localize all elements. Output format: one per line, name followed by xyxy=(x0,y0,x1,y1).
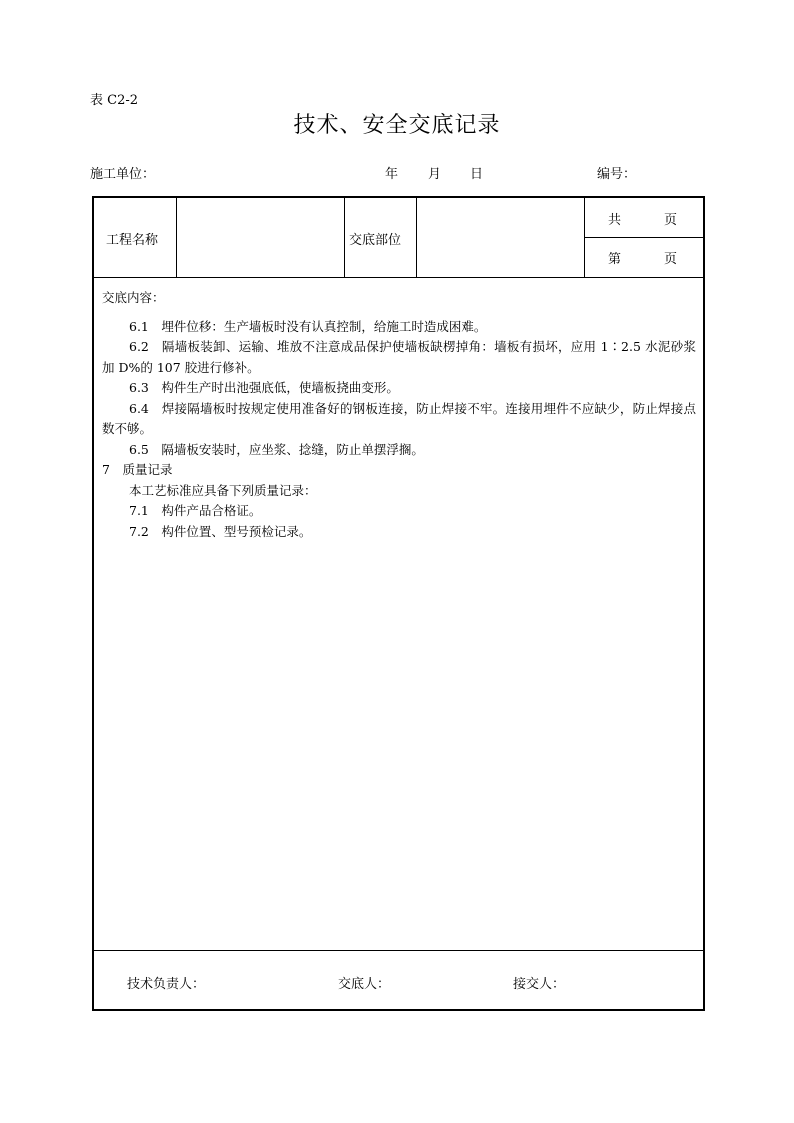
month-label: 月 xyxy=(428,167,442,182)
page-title: 技术、安全交底记录 xyxy=(293,113,501,138)
section-item: 7.1 构件产品合格证。 xyxy=(129,503,262,518)
disclosure-content xyxy=(102,288,696,542)
page-number-unit: 页 xyxy=(664,252,678,267)
project-name-label: 工程名称 xyxy=(106,233,159,248)
total-pages-unit: 页 xyxy=(664,213,678,228)
column-divider xyxy=(416,198,417,277)
day-label: 日 xyxy=(470,167,484,182)
disclosure-form-table xyxy=(92,196,705,1011)
disclosure-part-label: 交底部位 xyxy=(349,233,402,248)
total-pages-label: 共 xyxy=(608,213,622,228)
construction-unit-label: 施工单位： xyxy=(90,167,156,182)
content-item: 6.3 构件生产时出池强底低，使墙板挠曲变形。 xyxy=(129,380,399,395)
section-heading: 7 质量记录 xyxy=(102,462,173,477)
content-item: 6.4 焊接隔墙板时按规定使用准备好的钢板连接，防止焊接不牢。连接用埋件不应缺少，防止焊接点数不够。 xyxy=(102,400,696,436)
discloser-signature-label: 交底人： xyxy=(338,977,391,992)
header-row-divider xyxy=(94,277,703,278)
record-number-label: 编号： xyxy=(597,167,637,182)
page-cell-divider xyxy=(584,237,703,238)
content-heading: 交底内容： xyxy=(102,290,165,305)
year-label: 年 xyxy=(385,167,399,182)
content-item: 6.2 隔墙板装卸、运输、堆放不注意成品保护使墙板缺楞掉角：墙板有损坏，应用 1∶2.5 水泥砂浆加 D%的 107 胶进行修补。 xyxy=(102,339,696,375)
section-item: 本工艺标准应具备下列质量记录： xyxy=(129,482,317,498)
footer-divider xyxy=(94,950,703,951)
content-item: 6.5 隔墙板安装时，应坐浆、捻缝，防止单摆浮搁。 xyxy=(129,441,424,457)
form-code: 表 C2-2 xyxy=(90,93,139,108)
column-divider xyxy=(176,198,177,277)
column-divider xyxy=(344,198,345,277)
section-item: 7.2 构件位置、型号预检记录。 xyxy=(129,523,312,539)
tech-lead-signature-label: 技术负责人： xyxy=(127,977,206,992)
receiver-signature-label: 接交人： xyxy=(513,977,566,992)
content-item: 6.1 埋件位移：生产墙板时没有认真控制，给施工时造成困难。 xyxy=(129,318,487,334)
page-number-label: 第 xyxy=(608,252,622,267)
